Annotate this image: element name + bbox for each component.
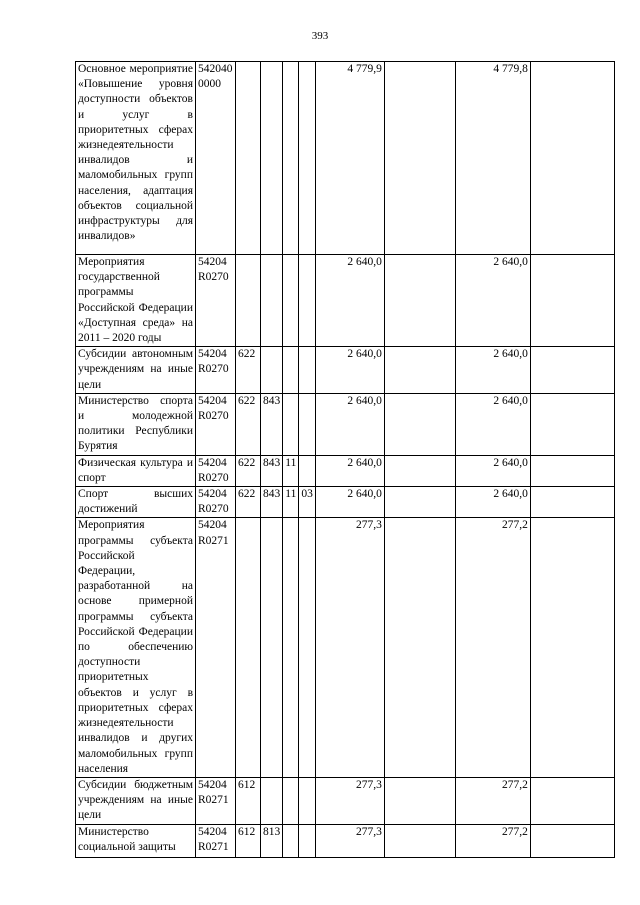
table-row xyxy=(76,487,615,518)
row-rz xyxy=(261,62,283,255)
row-pr xyxy=(283,255,299,347)
row-grbs: 612 xyxy=(236,824,261,857)
table-row xyxy=(76,62,615,255)
row-name: Мероприятия программы субъекта Российской Федерации, разработанной на основе примерной программы субъекта Российской Федерации по обеспечению доступности приоритетных объектов и услуг в приоритетных сферах жизнедеятельности инвалидов и других маломобильных групп населения xyxy=(76,518,196,777)
row-code: 54204R0270 xyxy=(196,487,236,518)
row-vr xyxy=(299,824,316,857)
row-code: 54204R0270 xyxy=(196,393,236,455)
row-empty-cell xyxy=(384,777,455,824)
row-grbs: 622 xyxy=(236,487,261,518)
row-name: Субсидии бюджетным учреждениям на иные цели xyxy=(76,777,196,824)
row-code: 54204R0270 xyxy=(196,255,236,347)
row-empty-cell xyxy=(530,487,614,518)
row-fact: 2 640,0 xyxy=(455,347,530,394)
row-name: Субсидии автономным учреждениям на иные цели xyxy=(76,347,196,394)
row-empty-cell xyxy=(530,347,614,394)
row-vr xyxy=(299,393,316,455)
row-code: 5420400000 xyxy=(196,62,236,255)
row-fact: 2 640,0 xyxy=(455,393,530,455)
row-name: Министерство спорта и молодежной политики Республики Бурятия xyxy=(76,393,196,455)
row-rz xyxy=(261,777,283,824)
row-pr: 11 xyxy=(283,487,299,518)
page-number: 393 xyxy=(311,30,329,42)
row-code: 54204R0270 xyxy=(196,455,236,486)
row-vr xyxy=(299,347,316,394)
row-fact: 277,2 xyxy=(455,518,530,777)
row-rz xyxy=(261,518,283,777)
row-vr xyxy=(299,455,316,486)
row-grbs: 612 xyxy=(236,777,261,824)
table-row xyxy=(76,518,615,777)
budget-table xyxy=(75,61,615,858)
row-grbs: 622 xyxy=(236,393,261,455)
row-code: 54204R0271 xyxy=(196,777,236,824)
row-pr xyxy=(283,347,299,394)
row-fact: 2 640,0 xyxy=(455,455,530,486)
row-vr xyxy=(299,777,316,824)
row-name: Мероприятия государственной программы Российской Федерации «Доступная среда» на 2011 – 2020 годы xyxy=(76,255,196,347)
row-grbs xyxy=(236,518,261,777)
row-pr xyxy=(283,62,299,255)
table-row xyxy=(76,777,615,824)
row-plan: 277,3 xyxy=(315,824,384,857)
row-name: Министерство социальной защиты xyxy=(76,824,196,857)
row-pr xyxy=(283,518,299,777)
table-row xyxy=(76,455,615,486)
row-fact: 277,2 xyxy=(455,777,530,824)
row-vr: 03 xyxy=(299,487,316,518)
row-empty-cell xyxy=(530,455,614,486)
row-name: Основное мероприятие «Повышение уровня доступности объектов и услуг в приоритетных сферах жизнедеятельности инвалидов и маломобильных групп населения, адаптация объектов социальной инфраструктуры для инвалидов» xyxy=(76,62,196,255)
table-row xyxy=(76,255,615,347)
row-grbs xyxy=(236,255,261,347)
row-plan: 2 640,0 xyxy=(315,487,384,518)
row-plan: 2 640,0 xyxy=(315,393,384,455)
row-name: Спорт высших достижений xyxy=(76,487,196,518)
row-grbs: 622 xyxy=(236,347,261,394)
row-fact: 2 640,0 xyxy=(455,487,530,518)
row-fact: 4 779,8 xyxy=(455,62,530,255)
row-rz xyxy=(261,255,283,347)
row-empty-cell xyxy=(530,62,614,255)
row-plan: 2 640,0 xyxy=(315,455,384,486)
row-fact: 2 640,0 xyxy=(455,255,530,347)
row-empty-cell xyxy=(384,393,455,455)
table-row xyxy=(76,347,615,394)
row-rz: 843 xyxy=(261,455,283,486)
row-code: 54204R0271 xyxy=(196,824,236,857)
row-empty-cell xyxy=(530,255,614,347)
row-plan: 277,3 xyxy=(315,777,384,824)
row-code: 54204R0270 xyxy=(196,347,236,394)
row-empty-cell xyxy=(530,518,614,777)
row-plan: 2 640,0 xyxy=(315,255,384,347)
row-name: Физическая культура и спорт xyxy=(76,455,196,486)
table-row xyxy=(76,393,615,455)
row-empty-cell xyxy=(384,518,455,777)
row-rz: 843 xyxy=(261,487,283,518)
row-plan: 2 640,0 xyxy=(315,347,384,394)
row-rz: 813 xyxy=(261,824,283,857)
row-vr xyxy=(299,518,316,777)
row-vr xyxy=(299,62,316,255)
row-pr xyxy=(283,824,299,857)
row-vr xyxy=(299,255,316,347)
table-row xyxy=(76,824,615,857)
row-empty-cell xyxy=(384,255,455,347)
row-fact: 277,2 xyxy=(455,824,530,857)
row-plan: 4 779,9 xyxy=(315,62,384,255)
row-grbs xyxy=(236,62,261,255)
row-empty-cell xyxy=(384,347,455,394)
row-empty-cell xyxy=(384,824,455,857)
row-empty-cell xyxy=(384,487,455,518)
row-pr: 11 xyxy=(283,455,299,486)
row-rz xyxy=(261,347,283,394)
row-rz: 843 xyxy=(261,393,283,455)
row-plan: 277,3 xyxy=(315,518,384,777)
row-empty-cell xyxy=(530,824,614,857)
row-empty-cell xyxy=(384,62,455,255)
row-pr xyxy=(283,393,299,455)
row-code: 54204R0271 xyxy=(196,518,236,777)
row-pr xyxy=(283,777,299,824)
row-empty-cell xyxy=(530,393,614,455)
row-grbs: 622 xyxy=(236,455,261,486)
row-empty-cell xyxy=(530,777,614,824)
row-empty-cell xyxy=(384,455,455,486)
